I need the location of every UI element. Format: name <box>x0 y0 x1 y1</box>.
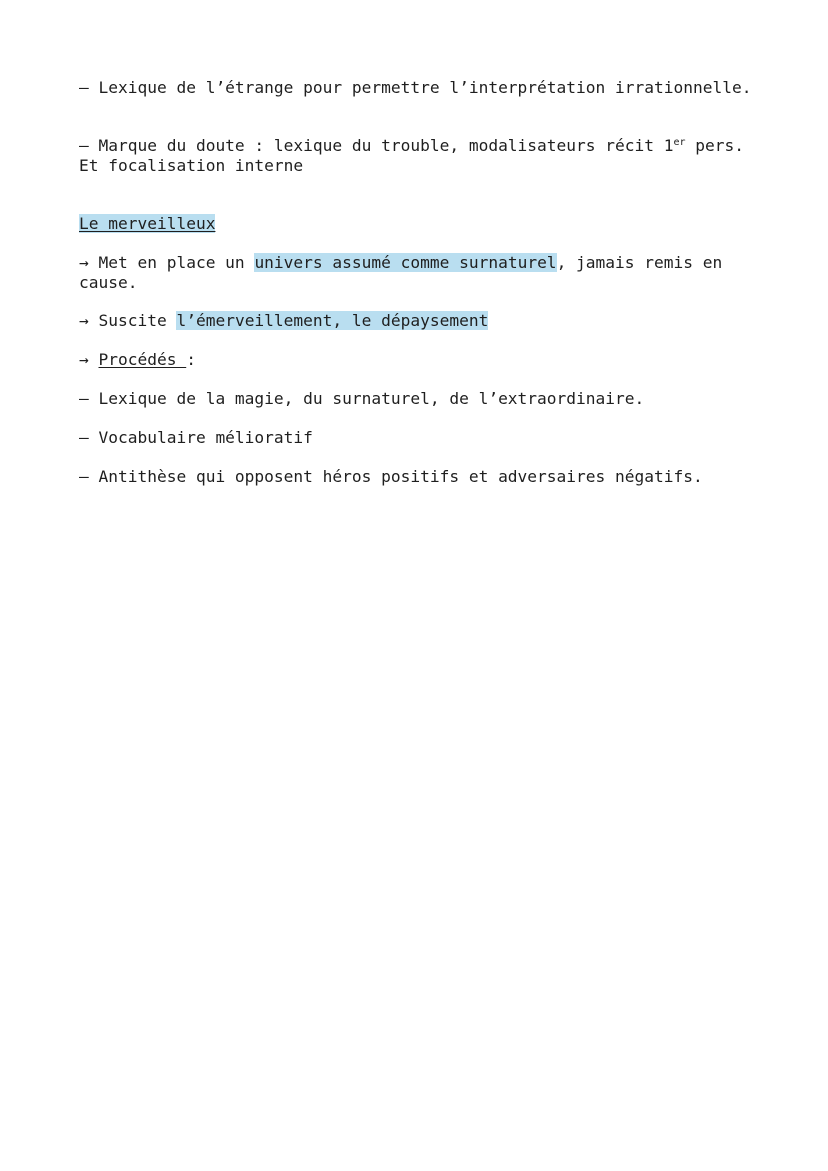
section-heading-merveilleux <box>79 214 215 234</box>
bullet-lexique-magie: – Lexique de la magie, du surnaturel, de l’extraordinaire. <box>79 389 645 408</box>
arrow-item-suffix: : <box>186 350 196 369</box>
highlighted-text: univers assumé comme surnaturel <box>254 253 557 272</box>
bullet-lexique-etrange: – Lexique de l’étrange pour permettre l’interprétation irrationnelle. <box>79 78 752 97</box>
arrow-item-suffix: , jamais remis en cause. <box>79 253 723 292</box>
bullet-marque-doute-rest: pers. Et focalisation interne <box>79 136 745 175</box>
bullet-marque-doute-text: – Marque du doute : lexique du trouble, modalisateurs récit 1 <box>79 136 674 155</box>
underlined-label: Procédés <box>98 350 187 369</box>
superscript-er: er <box>673 137 686 148</box>
heading-text: Le merveilleux <box>79 214 216 233</box>
arrow-item-univers <box>79 253 759 292</box>
highlighted-text: l’émerveillement, le dépaysement <box>176 311 489 330</box>
bullet-antithese: – Antithèse qui opposent héros positifs et adversaires négatifs. <box>79 467 703 486</box>
bullet-marque-doute <box>79 136 759 175</box>
bullet-vocabulaire: – Vocabulaire mélioratif <box>79 428 313 447</box>
arrow-item-prefix: → Met en place un <box>79 253 255 272</box>
arrow-item-procedes <box>79 350 196 370</box>
arrow-item-prefix: → <box>79 350 99 369</box>
arrow-item-emerveillement <box>79 311 488 331</box>
arrow-item-prefix: → Suscite <box>79 311 177 330</box>
